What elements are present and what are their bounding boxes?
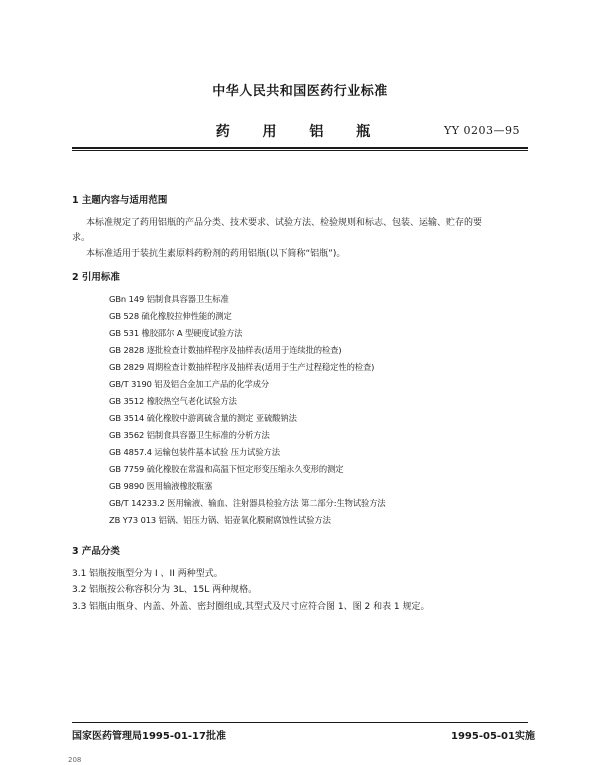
footer-divider bbox=[72, 722, 528, 723]
section-heading-2: 2 引用标准 bbox=[72, 272, 120, 283]
reference-item: GB 4857.4 运输包装件基本试验 压力试验方法 bbox=[109, 447, 280, 457]
paragraph-1-2: 本标准适用于装抗生素原料药粉剂的药用铝瓶(以下简称“铝瓶”)。 bbox=[86, 249, 346, 259]
document-title: 药 用 铝 瓶 bbox=[215, 124, 385, 140]
header-divider bbox=[72, 147, 528, 149]
page-number: 208 bbox=[68, 756, 82, 764]
reference-item: GB 531 橡胶邵尔 A 型硬度试验方法 bbox=[109, 328, 243, 338]
reference-item: GB/T 3190 铝及铝合金加工产品的化学成分 bbox=[109, 379, 270, 389]
section-heading-3: 3 产品分类 bbox=[72, 546, 120, 557]
reference-item: GB 9890 医用输液橡胶瓶塞 bbox=[109, 481, 213, 491]
effective-date: 1995-05-01实施 bbox=[451, 731, 535, 742]
section-heading-1: 1 主题内容与适用范围 bbox=[72, 195, 168, 206]
reference-item: GB 528 硫化橡胶拉伸性能的测定 bbox=[109, 311, 232, 321]
reference-item: GB/T 14233.2 医用输液、输血、注射器具检验方法 第二部分:生物试验方法 bbox=[109, 498, 386, 508]
approval-date: 国家医药管理局1995-01-17批准 bbox=[72, 731, 226, 742]
clause-3-3: 3.3 铝瓶由瓶身、内盖、外盖、密封圈组成,其型式及尺寸应符合图 1、图 2 和表 1 规定。 bbox=[72, 602, 430, 612]
reference-item: GB 2829 周期检查计数抽样程序及抽样表(适用于生产过程稳定性的检查) bbox=[109, 362, 375, 372]
reference-item: GB 3512 橡胶热空气老化试验方法 bbox=[109, 396, 237, 406]
reference-item: ZB Y73 013 铝锅、铝压力锅、铝壶氧化膜耐腐蚀性试验方法 bbox=[109, 515, 331, 525]
clause-3-1: 3.1 铝瓶按瓶型分为 I 、II 两种型式。 bbox=[72, 569, 223, 579]
standard-authority-header: 中华人民共和国医药行业标准 bbox=[212, 84, 388, 99]
paragraph-1-1: 本标准规定了药用铝瓶的产品分类、技术要求、试验方法、检验规则和标志、包装、运输、贮存的要 bbox=[86, 218, 483, 228]
paragraph-1-1-cont: 求。 bbox=[72, 233, 91, 243]
reference-item: GB 2828 逐批检查计数抽样程序及抽样表(适用于连续批的检查) bbox=[109, 345, 342, 355]
header-divider-thin bbox=[72, 150, 528, 151]
clause-3-2: 3.2 铝瓶按公称容积分为 3L、15L 两种规格。 bbox=[72, 585, 258, 595]
reference-item: GBn 149 铝制食具容器卫生标准 bbox=[109, 294, 229, 304]
reference-item: GB 3514 硫化橡胶中游离硫含量的测定 亚硫酸钠法 bbox=[109, 413, 297, 423]
reference-item: GB 3562 铝制食具容器卫生标准的分析方法 bbox=[109, 430, 270, 440]
standard-number: YY 0203—95 bbox=[444, 124, 521, 137]
reference-item: GB 7759 硫化橡胶在常温和高温下恒定形变压缩永久变形的测定 bbox=[109, 464, 344, 474]
